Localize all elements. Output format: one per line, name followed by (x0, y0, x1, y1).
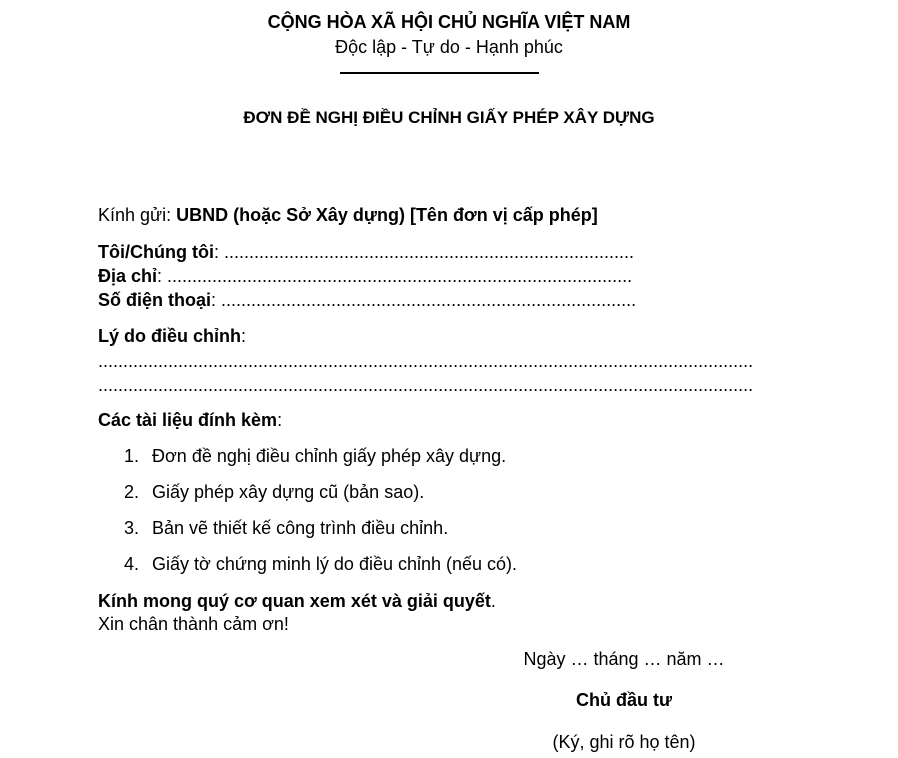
closing-request-text: Kính mong quý cơ quan xem xét và giải quyết (98, 591, 491, 611)
national-header: CỘNG HÒA XÃ HỘI CHỦ NGHĨA VIỆT NAM (267, 12, 631, 32)
applicant-address-line (98, 265, 632, 287)
list-item-text: Giấy phép xây dựng cũ (bản sao). (152, 482, 425, 502)
applicant-phone-dots: : ................................................................................... (211, 290, 637, 310)
applicant-name-line (98, 241, 634, 263)
list-item-text: Đơn đề nghị điều chỉnh giấy phép xây dựng. (152, 446, 507, 466)
list-item (0, 517, 898, 539)
attachments-colon: : (277, 410, 283, 430)
closing-thanks: Xin chân thành cảm ơn! (98, 614, 289, 634)
signature-date: Ngày … tháng … năm … (523, 649, 725, 669)
header-divider (340, 72, 539, 74)
closing-request-period: . (490, 591, 496, 611)
signature-role: Chủ đầu tư (575, 690, 673, 710)
applicant-name-label: Tôi/Chúng tôi (98, 242, 214, 262)
recipient-line (98, 204, 598, 226)
list-item-number: 4. (124, 554, 140, 574)
applicant-address-dots: : ............................................................................................. (157, 266, 633, 286)
applicant-name-dots: : .................................................................................. (213, 242, 635, 262)
list-item-number: 3. (124, 518, 140, 538)
reason-colon: : (241, 326, 247, 346)
list-item (0, 445, 898, 467)
list-item (0, 553, 898, 575)
reason-label: Lý do điều chỉnh (98, 326, 241, 346)
document-title: ĐƠN ĐỀ NGHỊ ĐIỀU CHỈNH GIẤY PHÉP XÂY DỰNG (243, 108, 655, 127)
attachments-label: Các tài liệu đính kèm (98, 410, 278, 430)
list-item-number: 2. (124, 482, 140, 502)
reason-line-1: ................................................................................................................................... (98, 351, 754, 371)
list-item-text: Bản vẽ thiết kế công trình điều chỉnh. (152, 518, 449, 538)
applicant-address-label: Địa chỉ (98, 266, 158, 286)
signature-note: (Ký, ghi rõ họ tên) (552, 732, 696, 752)
list-item-text: Giấy tờ chứng minh lý do điều chỉnh (nếu có). (152, 554, 518, 574)
closing-request (98, 590, 496, 612)
list-item-number: 1. (124, 446, 140, 466)
national-motto: Độc lập - Tự do - Hạnh phúc (335, 37, 563, 57)
recipient-prefix: Kính gửi: (98, 205, 177, 225)
recipient-value: UBND (hoặc Sở Xây dựng) [Tên đơn vị cấp phép] (176, 205, 598, 225)
reason-heading (98, 325, 246, 347)
list-item (0, 481, 898, 503)
attachments-heading (98, 409, 282, 431)
applicant-phone-label: Số điện thoại (98, 290, 212, 310)
applicant-phone-line (98, 289, 636, 311)
reason-line-2: ................................................................................................................................... (98, 375, 754, 395)
